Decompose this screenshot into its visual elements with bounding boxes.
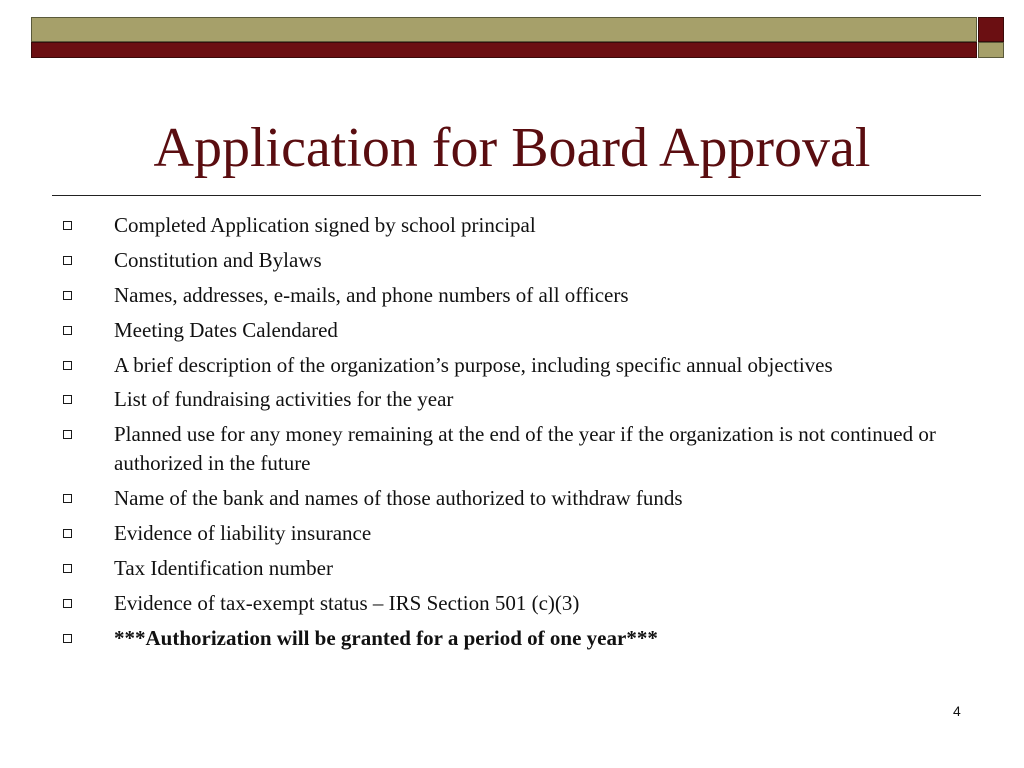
list-item-text: A brief description of the organization’s purpose, including specific annual objectives — [114, 352, 833, 377]
list-item — [62, 519, 962, 548]
list-item — [62, 554, 962, 583]
list-item — [62, 385, 962, 414]
hollow-square-bullet-icon — [63, 326, 72, 335]
list-item-text: Name of the bank and names of those authorized to withdraw funds — [114, 486, 683, 511]
list-item — [62, 589, 962, 618]
list-item-text: Completed Application signed by school principal — [114, 213, 536, 237]
list-item — [62, 420, 962, 478]
list-item-text: Meeting Dates Calendared — [114, 317, 338, 342]
page-number: 4 — [953, 703, 961, 719]
title-divider — [52, 195, 981, 196]
slide-title: Application for Board Approval — [153, 117, 871, 179]
hollow-square-bullet-icon — [63, 494, 72, 503]
list-item-text: List of fundraising activities for the year — [114, 387, 454, 412]
list-item — [62, 246, 962, 275]
list-item-text: Evidence of liability insurance — [114, 521, 372, 546]
hollow-square-bullet-icon — [63, 256, 72, 265]
hollow-square-bullet-icon — [63, 529, 72, 538]
list-item-text: Tax Identification number — [114, 556, 333, 581]
list-item — [62, 211, 962, 240]
list-item-text: ***Authorization will be granted for a period of one year*** — [114, 625, 658, 650]
hollow-square-bullet-icon — [63, 564, 72, 573]
list-item-text: Constitution and Bylaws — [114, 247, 322, 272]
list-item-emphasized — [62, 624, 962, 653]
header-corner-square-maroon — [978, 17, 1004, 42]
list-item — [62, 351, 962, 380]
hollow-square-bullet-icon — [63, 361, 72, 370]
requirements-list — [62, 211, 962, 659]
hollow-square-bullet-icon — [63, 634, 72, 643]
header-corner-square-olive — [978, 42, 1004, 58]
hollow-square-bullet-icon — [63, 221, 72, 230]
header-bar-maroon — [31, 42, 977, 58]
list-item — [62, 316, 962, 345]
list-item — [62, 484, 962, 513]
list-item-text: Names, addresses, e-mails, and phone numbers of all officers — [114, 282, 629, 307]
hollow-square-bullet-icon — [63, 430, 72, 439]
hollow-square-bullet-icon — [63, 291, 72, 300]
list-item — [62, 281, 962, 310]
hollow-square-bullet-icon — [63, 599, 72, 608]
header-bar-olive — [31, 17, 977, 42]
list-item-text: Planned use for any money remaining at the end of the year if the organization is not continued or authorized in the future — [114, 422, 936, 476]
hollow-square-bullet-icon — [63, 395, 72, 404]
list-item-text: Evidence of tax-exempt status – IRS Section 501 (c)(3) — [114, 590, 580, 615]
